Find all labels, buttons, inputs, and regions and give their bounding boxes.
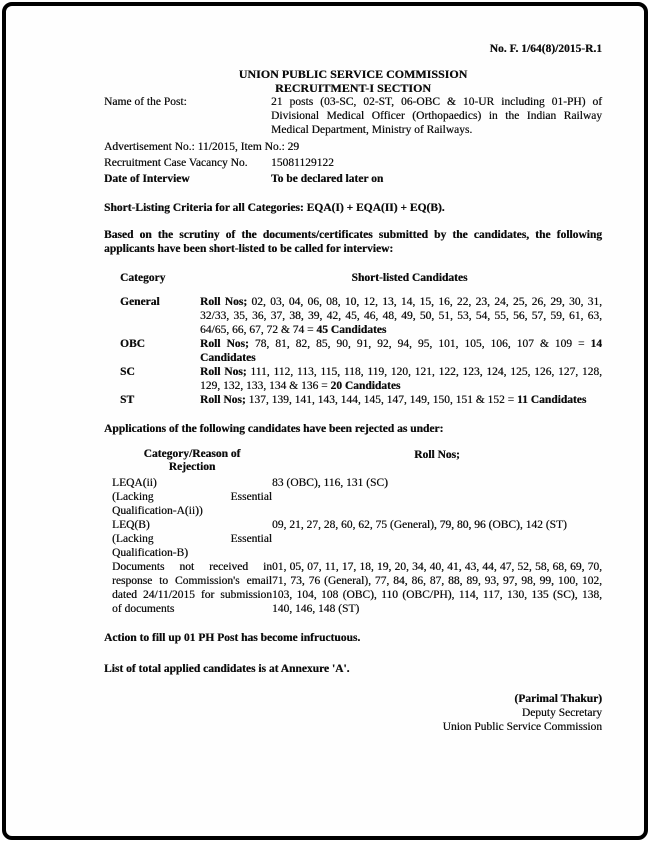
signatory-organization: Union Public Service Commission — [442, 721, 602, 733]
reason-cell — [112, 476, 272, 518]
shortlist-row-st — [104, 393, 602, 407]
document-content — [6, 6, 644, 836]
candidate-count: 45 Candidates — [316, 324, 387, 336]
shortlisting-criteria-line: Short-Listing Criteria for all Categories: EQA(I) + EQA(II) + EQ(B). — [104, 202, 445, 214]
org-title: UNION PUBLIC SERVICE COMMISSION — [238, 67, 468, 81]
reason-code: LEQ(B) — [112, 519, 150, 531]
category-cell: General — [120, 296, 160, 308]
advertisement-line: Advertisement No.: 11/2015, Item No.: 29 — [104, 141, 300, 153]
shortlist-row-obc — [104, 337, 602, 365]
shortlist-row-general — [104, 295, 602, 337]
category-cell: SC — [120, 366, 135, 378]
rejected-rolls-cell: 01, 05, 07, 11, 17, 18, 19, 20, 34, 40, 41, 43, 44, 47, 52, 58, 68, 69, 70, 71, 73, 76 (General), 77, 84, 86, 87, 88, 89, 93, 97, 98, 99, 100, 102, 103, 104, 108 (OBC), 110 (OBC/PH), 114, 117, 130, 135 (SC), 138, 140, 146, 148 (ST) — [272, 561, 602, 615]
shortlist-table-header — [104, 271, 602, 285]
reason-expansion-line2: Qualification-A(ii)) — [112, 505, 203, 517]
roll-nos-prefix: Roll Nos; — [200, 394, 246, 406]
document-title-block — [104, 67, 602, 95]
shortlist-row-sc — [104, 365, 602, 393]
signature-block — [104, 692, 602, 734]
roll-nos-prefix: Roll Nos; — [200, 296, 248, 308]
post-name-label: Name of the Post: — [104, 96, 187, 108]
signatory-name: (Parimal Thakur) — [514, 693, 602, 705]
section-title: RECRUITMENT-I SECTION — [275, 81, 431, 95]
rejected-rolls-cell: 83 (OBC), 116, 131 (SC) — [272, 477, 388, 489]
vacancy-value: 15081129122 — [271, 157, 334, 169]
rejection-header-rolls: Roll Nos; — [414, 449, 460, 461]
rejected-heading: Applications of the following candidates have been rejected as under: — [104, 423, 444, 435]
shortlist-header-candidates: Short-listed Candidates — [351, 272, 468, 284]
rejection-header-reason: Category/Reason of Rejection — [143, 448, 241, 473]
reason-expansion-line2: Qualification-B) — [112, 547, 189, 559]
rejection-row-leqa — [104, 476, 602, 518]
reason-cell: Documents not received in response to Commission's email dated 24/11/2015 for submission of documents — [112, 561, 272, 615]
rejected-rolls-cell: 09, 21, 27, 28, 60, 62, 75 (General), 79, 80, 96 (OBC), 142 (ST) — [272, 519, 567, 531]
candidate-count: 20 Candidates — [330, 380, 401, 392]
roll-nos-prefix: Roll Nos; — [200, 338, 249, 350]
roll-numbers: 78, 81, 82, 85, 90, 91, 92, 94, 95, 101, 105, 106, 107 & 109 = — [254, 338, 585, 350]
ph-post-note: Action to fill up 01 PH Post has become infructuous. — [104, 632, 361, 644]
roll-nos-prefix: Roll Nos; — [200, 366, 247, 378]
rolls-cell — [200, 295, 602, 337]
reason-code: LEQA(ii) — [112, 477, 157, 489]
shortlist-header-category: Category — [120, 272, 166, 284]
reference-number: No. F. 1/64(8)/2015-R.1 — [489, 43, 602, 55]
candidate-count: 11 Candidates — [517, 394, 587, 406]
category-cell: OBC — [120, 338, 145, 350]
intro-paragraph: Based on the scrutiny of the documents/certificates submitted by the candidates, the following applicants have been short-listed to be called for interview: — [104, 229, 602, 255]
roll-numbers: 02, 03, 04, 06, 08, 10, 12, 13, 14, 15, 16, 22, 23, 24, 25, 26, 29, 30, 31, 32/33, 35, 36, 37, 38, 39, 42, 45, 46, 48, 49, 50, 51, 53, 54, 55, 56, 57, 59, 61, 63, 64/65, 66, 67, 72 & 74 = — [200, 296, 603, 336]
vacancy-label: Recruitment Case Vacancy No. — [104, 157, 248, 169]
meta-block — [104, 140, 602, 186]
vacancy-row — [104, 156, 602, 170]
rejection-table — [104, 448, 602, 616]
roll-numbers: 137, 139, 141, 143, 144, 145, 147, 149, 150, 151 & 152 = — [248, 394, 515, 406]
rolls-cell — [200, 337, 602, 365]
rolls-cell — [200, 365, 602, 393]
rejection-row-leqb — [104, 518, 602, 560]
post-name-row — [104, 95, 602, 137]
rejection-row-documents — [104, 560, 602, 616]
shortlist-table — [104, 271, 602, 407]
candidate-count: 14 Candidates — [200, 338, 602, 364]
post-name-value: 21 posts (03-SC, 02-ST, 06-OBC & 10-UR including 01-PH) of Divisional Medical Officer (Orthopaedics) in the Indian Railway Medical Department, Ministry of Railways. — [271, 96, 602, 136]
roll-numbers: 111, 112, 113, 115, 118, 119, 120, 121, 122, 123, 124, 125, 126, 127, 128, 129, 132, 133, 134 & 136 = — [200, 366, 603, 392]
category-cell: ST — [120, 394, 135, 406]
reason-expansion-line: (Lacking Essential — [112, 533, 272, 545]
interview-value: To be declared later on — [271, 173, 384, 185]
reason-expansion-line: (Lacking Essential — [112, 491, 272, 503]
signatory-designation: Deputy Secretary — [521, 707, 602, 719]
interview-label: Date of Interview — [104, 173, 190, 185]
reason-cell — [112, 518, 272, 560]
rejection-table-header — [104, 448, 602, 474]
annexure-note: List of total applied candidates is at Annexure 'A'. — [104, 663, 350, 675]
scanned-page-border — [2, 2, 648, 840]
interview-row — [104, 172, 602, 186]
rolls-cell — [200, 393, 602, 407]
